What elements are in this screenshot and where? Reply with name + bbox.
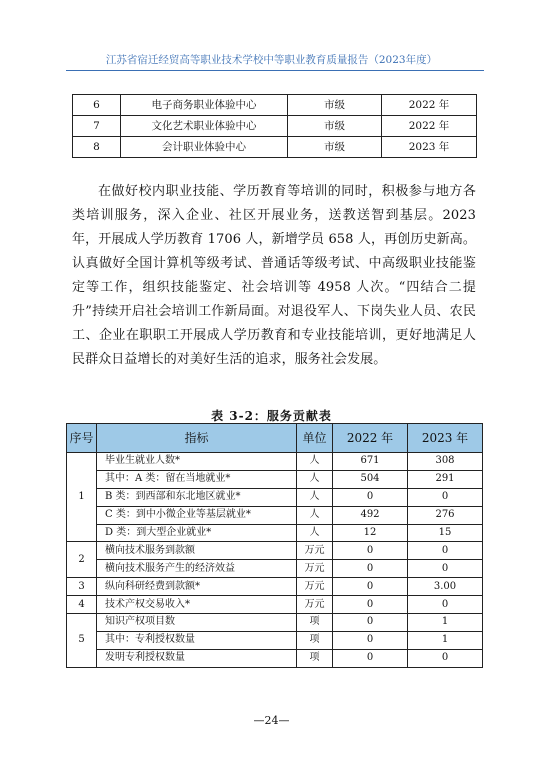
indicator-cell: 技术产权交易收入*: [97, 596, 297, 614]
value-2022: 0: [333, 542, 408, 560]
unit-cell: 人: [297, 470, 333, 488]
value-2023: 0: [408, 560, 483, 578]
value-2023: 0: [408, 649, 483, 667]
group-number: 2: [67, 542, 97, 578]
service-contribution-table: [66, 423, 483, 668]
value-2023: 276: [408, 506, 483, 524]
value-2022: 0: [333, 488, 408, 506]
table-row: [67, 649, 483, 667]
table-row: [67, 631, 483, 649]
table-row: [73, 137, 477, 158]
unit-cell: 万元: [297, 578, 333, 596]
group-number: 3: [67, 578, 97, 596]
table-row: [67, 506, 483, 524]
page-number: —24—: [253, 714, 290, 727]
unit-cell: 人: [297, 524, 333, 542]
table-row: [67, 453, 483, 471]
unit-cell: 项: [297, 614, 333, 632]
value-2023: 291: [408, 470, 483, 488]
unit-cell: 万元: [297, 560, 333, 578]
unit-cell: 项: [297, 649, 333, 667]
indicator-cell: 发明专利授权数量: [97, 649, 297, 667]
group-number: 4: [67, 596, 97, 614]
group-number: 1: [67, 453, 97, 542]
center-name: 文化艺术职业体验中心: [121, 116, 288, 137]
unit-cell: 人: [297, 488, 333, 506]
group-number: 5: [67, 614, 97, 668]
header-2022: 2022 年: [333, 424, 408, 453]
unit-cell: 人: [297, 506, 333, 524]
indicator-cell: 横向技术服务到款额: [97, 542, 297, 560]
indicator-cell: 横向技术服务产生的经济效益: [97, 560, 297, 578]
indicator-cell: 其中：专利授权数量: [97, 631, 297, 649]
table-row: [67, 488, 483, 506]
value-2023: 3.00: [408, 578, 483, 596]
center-level: 市级: [288, 137, 382, 158]
value-2023: 0: [408, 488, 483, 506]
value-2022: 504: [333, 470, 408, 488]
value-2023: 308: [408, 453, 483, 471]
value-2022: 0: [333, 560, 408, 578]
indicator-cell: B 类：到西部和东北地区就业*: [97, 488, 297, 506]
center-level: 市级: [288, 116, 382, 137]
indicator-cell: C 类：到中小微企业等基层就业*: [97, 506, 297, 524]
table-row: [73, 116, 477, 137]
table-caption: 表 3-2：服务贡献表: [211, 409, 332, 423]
indicator-cell: 其中：A 类：留在当地就业*: [97, 470, 297, 488]
value-2022: 671: [333, 453, 408, 471]
value-2022: 0: [333, 578, 408, 596]
center-year: 2022 年: [382, 116, 477, 137]
experience-center-table: [72, 94, 477, 158]
value-2022: 492: [333, 506, 408, 524]
table-row: [73, 95, 477, 116]
value-2023: 15: [408, 524, 483, 542]
indicator-cell: 知识产权项目数: [97, 614, 297, 632]
unit-cell: 万元: [297, 596, 333, 614]
header-row: [67, 424, 483, 453]
row-number: 6: [73, 95, 121, 116]
value-2023: 1: [408, 614, 483, 632]
table-row: [67, 614, 483, 632]
value-2022: 0: [333, 596, 408, 614]
header-indicator: 指标: [97, 424, 297, 453]
value-2022: 0: [333, 649, 408, 667]
value-2023: 1: [408, 631, 483, 649]
body-paragraph: 在做好校内职业技能、学历教育等培训的同时，积极参与地方各类培训服务，深入企业、社区开展业务，送教送智到基层。2023 年，开展成人学历教育 1706 人，新增学员 658 人，再创历史新高。认真做好全国计算机等级考试、普通话等级考试、中高级职业技能鉴定等工作，组织技能鉴定、社会培训等 4958 人次。“四结合二提升”持续开启社会培训工作新局面。对退役军人、下岗失业人员、农民工、企业在职职工开展成人学历教育和专业技能培训，更好地满足人民群众日益增长的对美好生活的追求，服务社会发展。: [72, 184, 476, 367]
value-2022: 12: [333, 524, 408, 542]
table-row: [67, 578, 483, 596]
header-unit: 单位: [297, 424, 333, 453]
value-2022: 0: [333, 631, 408, 649]
value-2022: 0: [333, 614, 408, 632]
unit-cell: 项: [297, 631, 333, 649]
center-level: 市级: [288, 95, 382, 116]
page-header: 江苏省宿迁经贸高等职业技术学校中等职业教育质量报告（2023年度）: [105, 54, 438, 66]
value-2023: 0: [408, 542, 483, 560]
table-row: [67, 596, 483, 614]
row-number: 8: [73, 137, 121, 158]
unit-cell: 人: [297, 453, 333, 471]
table-row: [67, 524, 483, 542]
header-2023: 2023 年: [408, 424, 483, 453]
table-row: [67, 470, 483, 488]
value-2023: 0: [408, 596, 483, 614]
table-row: [67, 560, 483, 578]
center-year: 2022 年: [382, 95, 477, 116]
header-divider: [66, 70, 484, 71]
center-name: 电子商务职业体验中心: [121, 95, 288, 116]
header-no: 序号: [67, 424, 97, 453]
center-year: 2023 年: [382, 137, 477, 158]
unit-cell: 万元: [297, 542, 333, 560]
center-name: 会计职业体验中心: [121, 137, 288, 158]
row-number: 7: [73, 116, 121, 137]
indicator-cell: 纵向科研经费到款额*: [97, 578, 297, 596]
table-row: [67, 542, 483, 560]
indicator-cell: 毕业生就业人数*: [97, 453, 297, 471]
indicator-cell: D 类：到大型企业就业*: [97, 524, 297, 542]
